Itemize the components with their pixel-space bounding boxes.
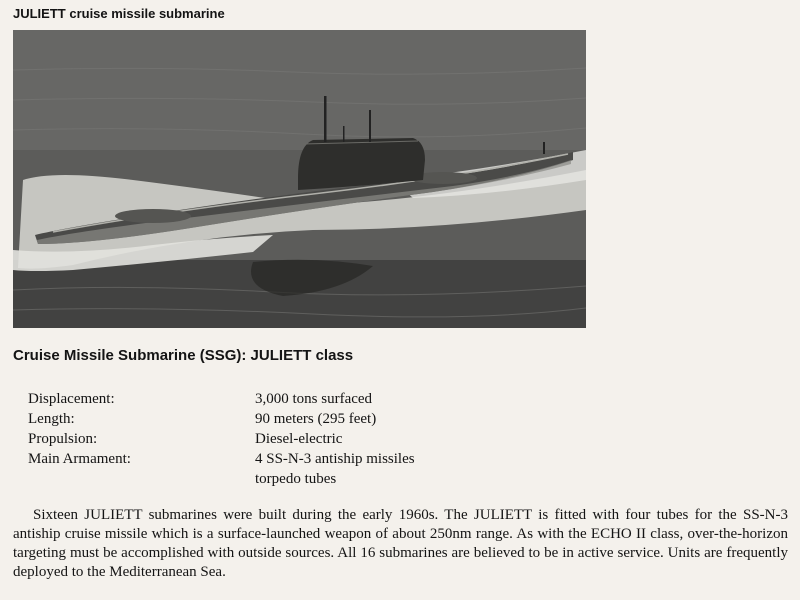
spec-row-length — [28, 409, 555, 429]
spec-row-propulsion — [28, 429, 555, 449]
spec-row-armament-cont — [28, 469, 555, 489]
spec-label: Length: — [28, 411, 75, 427]
section-heading: Cruise Missile Submarine (SSG): JULIETT class — [13, 347, 354, 364]
submarine-photo — [13, 30, 586, 328]
spec-value: Diesel-electric — [255, 431, 343, 447]
spec-value: 90 meters (295 feet) — [255, 411, 377, 427]
spec-label: Displacement: — [28, 391, 115, 407]
photo-caption: JULIETT cruise missile submarine — [13, 6, 225, 21]
spec-value: torpedo tubes — [255, 471, 337, 487]
spec-row-armament — [28, 449, 555, 469]
spec-value: 3,000 tons surfaced — [255, 391, 373, 407]
spec-label: Propulsion: — [28, 431, 98, 447]
spec-label: Main Armament: — [28, 451, 131, 467]
specifications-table — [28, 389, 555, 489]
spec-row-displacement — [28, 389, 555, 409]
spec-label — [28, 469, 255, 489]
description-paragraph: Sixteen JULIETT submarines were built during the early 1960s. The JULIETT is fitted with four tubes for the SS-N-3 antiship cruise missile which is a surface-launched weapon of about 250nm range. As with the ECHO II class, over-the-horizon targeting must be accomplished with outside sources. All 16 submarines are believed to be in active service. Units are frequently deployed to the Mediterranean Sea. — [13, 507, 788, 580]
spec-value: 4 SS-N-3 antiship missiles — [255, 451, 415, 467]
